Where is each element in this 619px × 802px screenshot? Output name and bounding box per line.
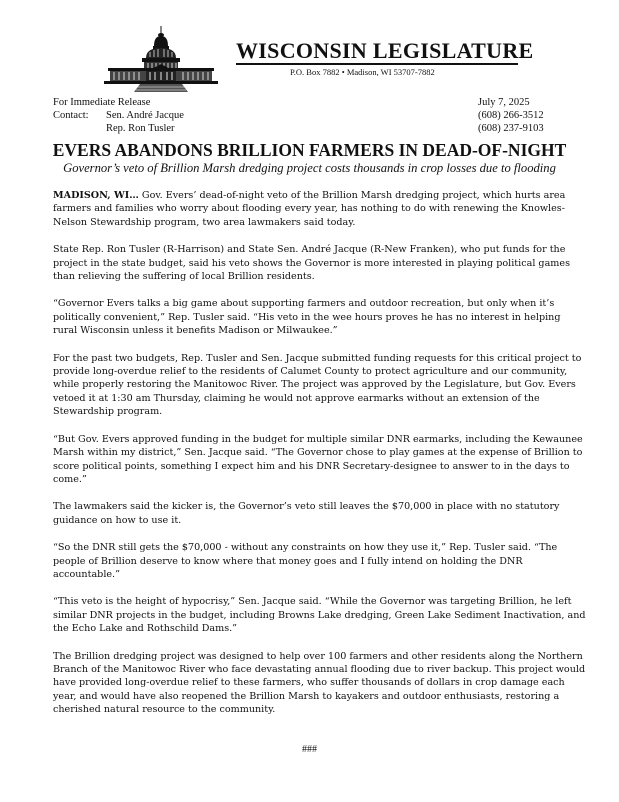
paragraph-9: The Brillion dredging project was designed to help over 100 farmers and other residents along the Northern Branch of the Manitowoc River who face devastating annual flooding due to river backup. This project would have provided long-overdue relief to these farmers, who suffer thousands of dollars in crop damage each year, and would have also reopened the Brillion Marsh to kayakers and outdoor enthusiasts, restoring a cherished natural resource to the community.: [53, 650, 586, 716]
contact-phone-1: (608) 266-3512: [478, 110, 544, 121]
release-label: For Immediate Release: [53, 97, 151, 108]
end-mark: ###: [302, 744, 317, 755]
paragraph-6: The lawmakers said the kicker is, the Governor’s veto still leaves the $70,000 in place with no statutory guidance on how to use it.: [53, 501, 560, 526]
capitol-dome-icon: [100, 24, 222, 94]
paragraph-1-text: Gov. Evers’ dead-of-night veto of the Brillion Marsh dredging project, which hurts area farmers and families who worry about flooding every year, has nothing to do with renewing the Knowles-Nelson Stewardship program, two area lawmakers said today.: [53, 190, 566, 228]
paragraph-8: “This veto is the height of hypocrisy,” Sen. Jacque said. “While the Governor was targeting Brillion, he left similar DNR projects in the budget, including Browns Lake dredging, Green Lake Sediment Inactivation, and the Echo Lake and Rothschild Dams.”: [53, 596, 586, 635]
paragraph-3: “Governor Evers talks a big game about supporting farmers and outdoor recreation, but only when it’s politically convenient,” Rep. Tusler said. “His veto in the wee hours proves he has no interest in helping rural Wisconsin unless it benefits Madison or Milwaukee.”: [53, 298, 561, 337]
dateline: MADISON, WI…: [53, 190, 139, 201]
contact-phone-2: (608) 237-9103: [478, 123, 544, 134]
org-name: WISCONSIN LEGISLATURE: [236, 38, 534, 63]
paragraph-2: State Rep. Ron Tusler (R-Harrison) and State Sen. André Jacque (R-New Franken), who put funds for the project in the state budget, said his veto shows the Governor is more interested in playing political games than relieving the suffering of local Brillion residents.: [53, 244, 570, 283]
contact-label: Contact:: [53, 110, 89, 121]
release-body: [53, 189, 586, 731]
headline: EVERS ABANDONS BRILLION FARMERS IN DEAD-OF-NIGHT: [52, 140, 567, 160]
letterhead-rule: [236, 63, 518, 65]
paragraph-7: “So the DNR still gets the $70,000 - without any constraints on how they use it,” Rep. Tusler said. “The people of Brillion deserve to know where that money goes and I fully intend on holding the DNR accountable.”: [53, 542, 558, 580]
org-address: P.O. Box 7882 • Madison, WI 53707-7882: [290, 67, 435, 77]
contact-name-1: Sen. André Jacque: [106, 110, 184, 121]
contact-name-2: Rep. Ron Tusler: [106, 123, 175, 134]
subheadline: Governor’s veto of Brillion Marsh dredging project costs thousands in crop losses due to flooding: [63, 161, 556, 175]
release-date: July 7, 2025: [478, 97, 530, 108]
paragraph-5: “But Gov. Evers approved funding in the budget for multiple similar DNR earmarks, including the Kewaunee Marsh within my district,” Sen. Jacque said. “The Governor chose to play games at the expense of Brillion to score political points, something I expect him and his DNR Secretary-designee to answer to in the days to come.”: [53, 433, 583, 485]
paragraph-4: For the past two budgets, Rep. Tusler and Sen. Jacque submitted funding requests for this critical project to provide long-overdue relief to the residents of Calumet County to protect agriculture and our community, while properly restoring the Manitowoc River. The project was approved by the Legislature, but Gov. Evers vetoed it at 1:30 am Thursday, claiming he would not approve earmarks without an extension of the Stewardship program.: [53, 352, 582, 418]
paragraph-1: [53, 189, 587, 229]
